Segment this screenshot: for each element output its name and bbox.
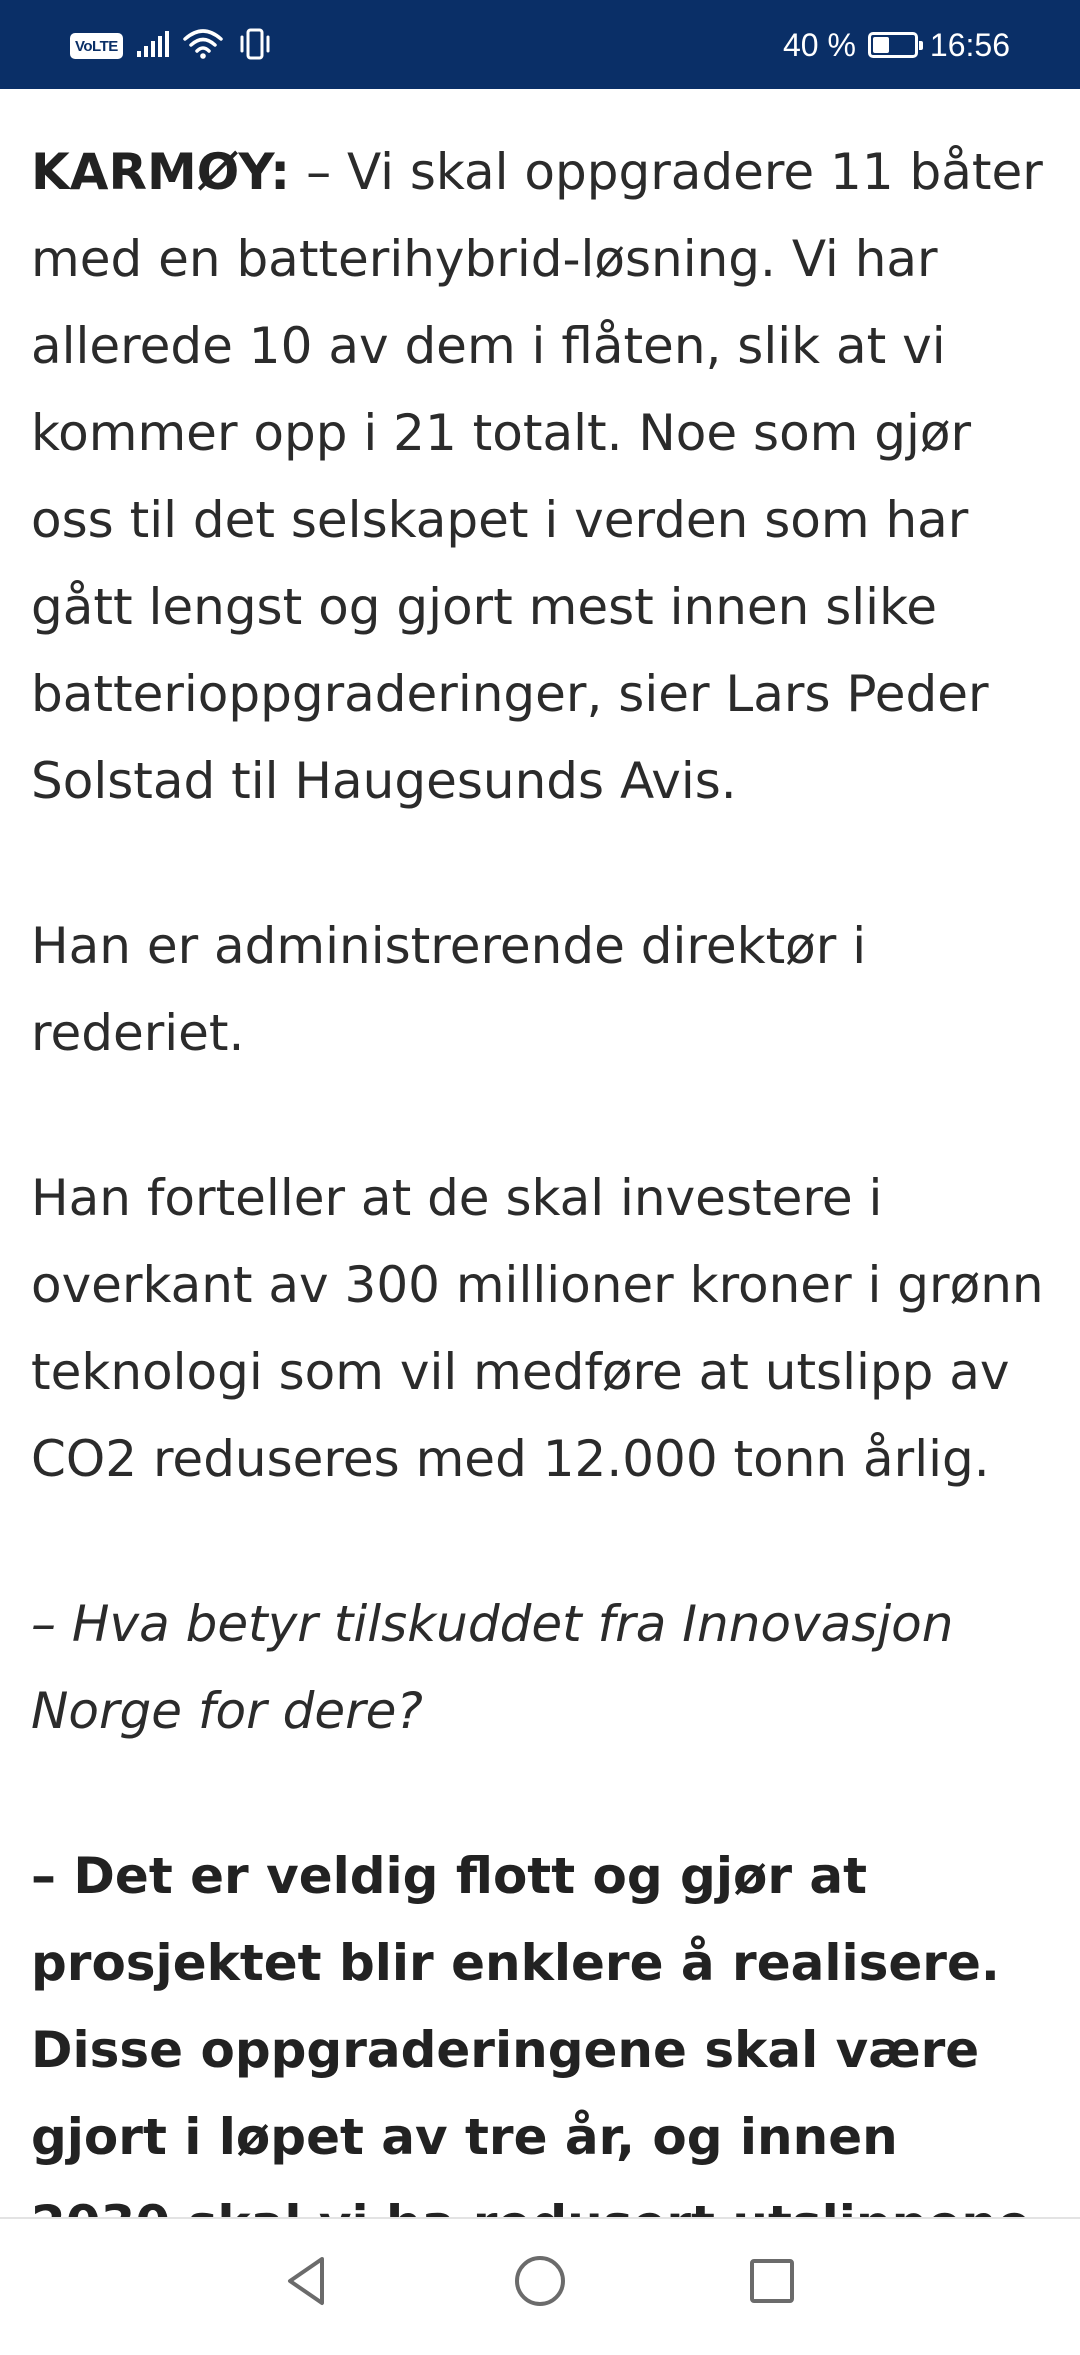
interview-question: – Hva betyr tilskuddet fra Innovasjon Norge for dere? xyxy=(31,1595,954,1740)
dateline: KARMØY: xyxy=(31,143,291,201)
vibrate-icon xyxy=(237,28,273,64)
home-icon[interactable] xyxy=(508,2249,572,2313)
status-bar xyxy=(0,0,1080,89)
battery-fill xyxy=(873,37,889,53)
article-body xyxy=(0,89,1080,2355)
article-content[interactable] xyxy=(0,89,1080,2217)
status-bar-left xyxy=(70,26,273,66)
back-icon[interactable] xyxy=(276,2249,340,2313)
status-bar-right xyxy=(783,22,1010,68)
volte-icon: VoLTE xyxy=(70,33,123,59)
article-paragraph-2: Han er administrerende direktør i rederiet. xyxy=(31,917,867,1062)
signal-icon xyxy=(137,31,169,61)
clock: 16:56 xyxy=(929,26,1010,63)
wifi-icon xyxy=(183,29,223,63)
interview-answer: – Det er veldig flott og gjør at prosjektet blir enklere å realisere. Disse oppgraderingene skal være gjort i løpet av tre år, og innen xyxy=(31,1847,1000,2166)
recents-icon[interactable] xyxy=(740,2249,804,2313)
navigation-bar xyxy=(0,2217,1080,2340)
battery-percent: 40 % xyxy=(782,26,856,63)
article-paragraph-3: Han forteller at de skal investere i overkant av 300 millioner kroner i grønn teknologi som vil medføre at utslipp av CO2 reduseres med 12.000 tonn årlig. xyxy=(31,1169,1044,1488)
paragraph-text: – Vi skal oppgradere 11 båter med en batterihybrid-løsning. Vi har allerede 10 av dem i flåten, slik at vi kommer opp i 21 totalt. Noe som gjør oss til det selskapet i verden som har gått lengst og gjort mest innen slike batterioppgraderinger, sier Lars Peder Solstad til Haugesunds Avis. xyxy=(31,143,1043,810)
article-paragraph-1 xyxy=(31,129,1050,825)
battery-icon xyxy=(868,32,918,58)
